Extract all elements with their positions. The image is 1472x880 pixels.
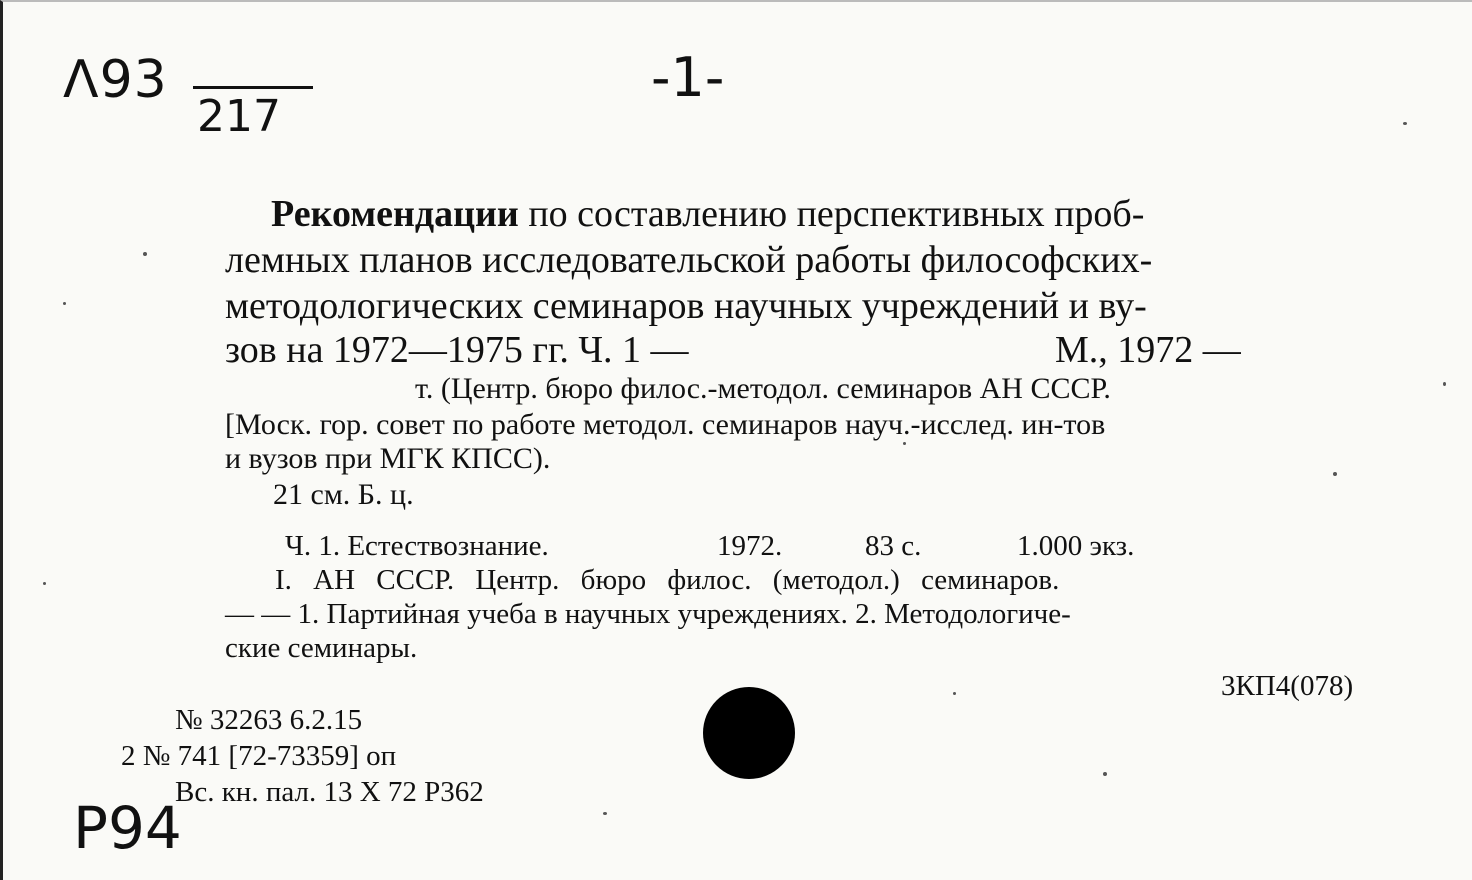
title-line-1	[271, 192, 1144, 237]
speck	[1443, 382, 1446, 386]
shelf-mark-bottom-text: 217	[197, 91, 281, 142]
speck	[953, 692, 956, 695]
order-number-3: Вс. кн. пал. 13 X 72 Р362	[175, 776, 484, 808]
tracing-line-3: ские семинары.	[225, 632, 418, 664]
shelf-mark-top: Λ93	[63, 50, 168, 110]
corner-mark: Р94	[73, 794, 182, 862]
order-number-2: 2 № 741 [72-73359] оп	[121, 740, 397, 772]
part-title: Ч. 1. Естествознание.	[285, 530, 549, 562]
title-line-2: лемных планов исследовательской работы философских-	[225, 239, 1153, 281]
speck	[1333, 472, 1337, 476]
title-line-1-rest: по составлению перспективных проб-	[518, 193, 1145, 235]
part-copies: 1.000 экз.	[1017, 530, 1135, 562]
speck	[1403, 122, 1407, 125]
order-number-1: № 32263 6.2.15	[175, 704, 363, 736]
title-bold: Рекомендации	[271, 193, 519, 235]
punch-hole	[703, 687, 795, 779]
speck	[143, 252, 147, 256]
part-year: 1972.	[717, 530, 783, 562]
speck	[63, 302, 66, 305]
imprint-line-1: т. (Центр. бюро филос.-методол. семинаров АН СССР.	[415, 372, 1111, 405]
classification-code: 3КП4(078)	[1221, 670, 1354, 702]
title-line-4-place: М., 1972 —	[1055, 329, 1241, 371]
speck	[903, 442, 906, 445]
shelf-mark-bottom	[193, 86, 313, 142]
title-line-3: методологических семинаров научных учреждений и ву-	[225, 285, 1147, 327]
imprint-line-2: [Моск. гор. совет по работе методол. семинаров науч.-исслед. ин-тов	[225, 408, 1106, 441]
page-marker: -1-	[651, 46, 725, 109]
imprint-line-4: 21 см. Б. ц.	[273, 478, 414, 511]
speck	[1103, 772, 1107, 776]
part-pages: 83 с.	[865, 530, 922, 562]
imprint-line-3: и вузов при МГК КПСС).	[225, 442, 551, 475]
speck	[603, 812, 607, 815]
speck	[43, 582, 46, 585]
tracing-line-2: — — 1. Партийная учеба в научных учреждениях. 2. Методологиче-	[225, 598, 1071, 630]
title-line-4: зов на 1972—1975 гг. Ч. 1 —	[225, 329, 689, 371]
tracing-line-1: I. АН СССР. Центр. бюро филос. (методол.) семинаров.	[275, 564, 1060, 596]
